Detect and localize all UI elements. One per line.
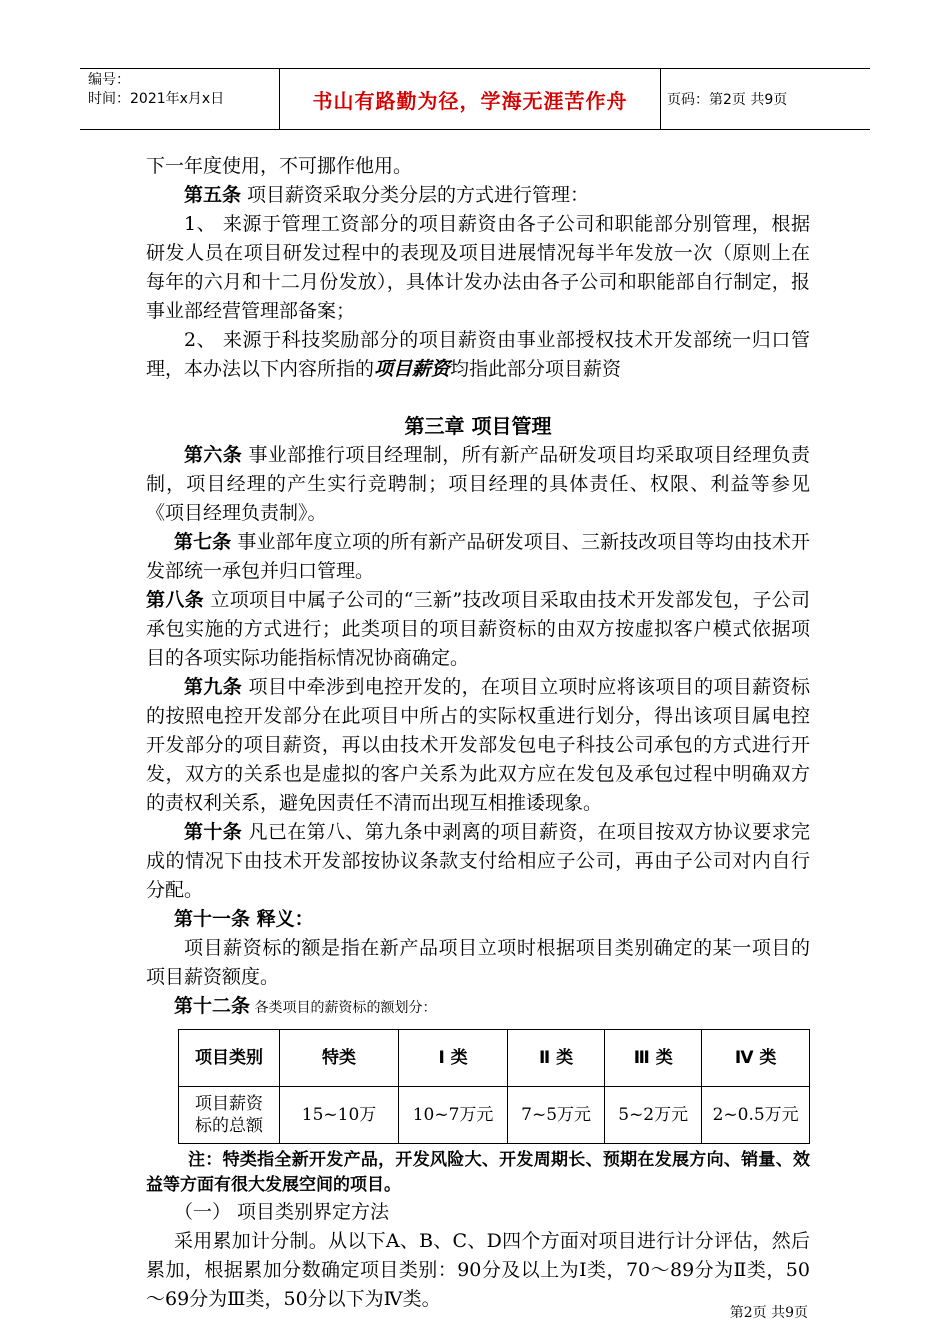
article-text: 事业部推行项目经理制，所有新产品研发项目均采取项目经理负责制，项目经理的产生实行竞聘制；项目经理的具体责任、权限、利益等参见《项目经理负责制》。 [146, 444, 810, 524]
page-footer: 第2页 共9页 [729, 1305, 808, 1321]
list-item: 1、 来源于管理工资部分的项目薪资由各子公司和职能部分别管理，根据研发人员在项目研发过程中的表现及项目进展情况每半年发放一次（原则上在每年的六月和十二月份发放），具体计发办法由各子公司和职能部自行制定，报事业部经营管理部备案； [146, 213, 810, 322]
header-meta [80, 69, 280, 129]
table-cell: 10~7万元 [399, 1087, 508, 1144]
item-text: 2、 来源于科技奖励部分的项目薪资由事业部授权技术开发部统一归口管理，本办法以下内容所指的 [146, 329, 810, 380]
article-text: 事业部年度立项的所有新产品研发项目、三新技改项目等均由技术开发部统一承包并归口管理。 [146, 531, 810, 582]
article-text: 凡已在第八、第九条中剥离的项目薪资，在项目按双方协议要求完成的情况下由技术开发部按协议条款支付给相应子公司，再由子公司对内自行分配。 [146, 821, 810, 901]
list-item [146, 326, 810, 384]
article-label: 第七条 [174, 531, 232, 553]
article-label: 第九条 [184, 676, 243, 698]
table-cell: 7~5万元 [508, 1087, 605, 1144]
table-header: Ⅰ 类 [399, 1030, 508, 1087]
table-cell: 2~0.5万元 [702, 1087, 810, 1144]
table-header: Ⅳ 类 [702, 1030, 810, 1087]
article-label: 第五条 [184, 184, 242, 206]
article-text: 项目中牵涉到电控开发的，在项目立项时应将该项目的项目薪资标的按照电控开发部分在此项目中所占的实际权重进行划分，得出该项目属电控开发部分的项目薪资，再以由技术开发部发包电子科技公司承包的方式进行开发，双方的关系也是虚拟的客户关系为此双方应在发包及承包过程中明确双方的责权利关系，避免因责任不清而出现互相推诿现象。 [146, 676, 810, 814]
document-number-label: 编号： [88, 72, 130, 88]
item-text: 均指此部分项目薪资 [450, 358, 622, 380]
table-header: Ⅱ 类 [508, 1030, 605, 1087]
article-7 [146, 528, 810, 586]
article-text: 各类项目的薪资标的额划分： [250, 1000, 437, 1016]
table-cell: 项目薪资标的总额 [179, 1087, 280, 1144]
article-text: 项目薪资采取分类分层的方式进行管理： [241, 184, 590, 206]
emphasis-term: 项目薪资 [374, 358, 451, 380]
paragraph: 下一年度使用，不可挪作他用。 [146, 155, 413, 177]
article-9 [146, 673, 810, 818]
article-text: 立项项目中属子公司的“三新”技改项目采取由技术开发部发包，子公司承包实施的方式进行；此类项目的项目薪资标的由双方按虚拟客户模式依据项目的各项实际功能指标情况协商确定。 [146, 589, 810, 669]
section-heading: （一） 项目类别界定方法 [174, 1201, 390, 1223]
table-cell: 15~10万 [280, 1087, 399, 1144]
article-6 [146, 441, 810, 528]
header-motto: 书山有路勤为径，学海无涯苦作舟 [280, 69, 661, 129]
document-body [146, 152, 810, 1314]
article-11-heading: 第十一条 释义： [174, 908, 314, 930]
salary-table [178, 1029, 810, 1144]
article-label: 第十条 [184, 821, 243, 843]
page-header [80, 68, 870, 130]
article-11-text: 项目薪资标的额是指在新产品项目立项时根据项目类别确定的某一项目的项目薪资额度。 [146, 937, 810, 988]
table-header: 特类 [280, 1030, 399, 1087]
article-12 [146, 992, 810, 1023]
article-label: 第六条 [184, 444, 243, 466]
article-label: 第八条 [146, 589, 204, 611]
header-page-number: 页码：第2页 共9页 [667, 92, 788, 108]
table-note: 注：特类指全新开发产品，开发风险大、开发周期长、预期在发展方向、销量、效益等方面有很大发展空间的项目。 [146, 1150, 810, 1195]
table-header-row [179, 1030, 810, 1087]
table-row [179, 1087, 810, 1144]
article-8 [146, 586, 810, 673]
table-cell: 5~2万元 [605, 1087, 702, 1144]
article-label: 第十二条 [174, 995, 251, 1017]
paragraph: 采用累加计分制。从以下A、B、C、D四个方面对项目进行计分评估，然后累加，根据累加分数确定项目类别：90分及以上为Ⅰ类，70～89分为Ⅱ类，50～69分为Ⅲ类，50分以下为Ⅳ类。 [146, 1230, 810, 1310]
article-10 [146, 818, 810, 905]
article-5 [146, 181, 810, 210]
table-header: Ⅲ 类 [605, 1030, 702, 1087]
table-header: 项目类别 [179, 1030, 280, 1087]
document-date: 时间：2021年x月x日 [88, 91, 225, 107]
chapter-heading: 第三章 项目管理 [404, 414, 552, 438]
